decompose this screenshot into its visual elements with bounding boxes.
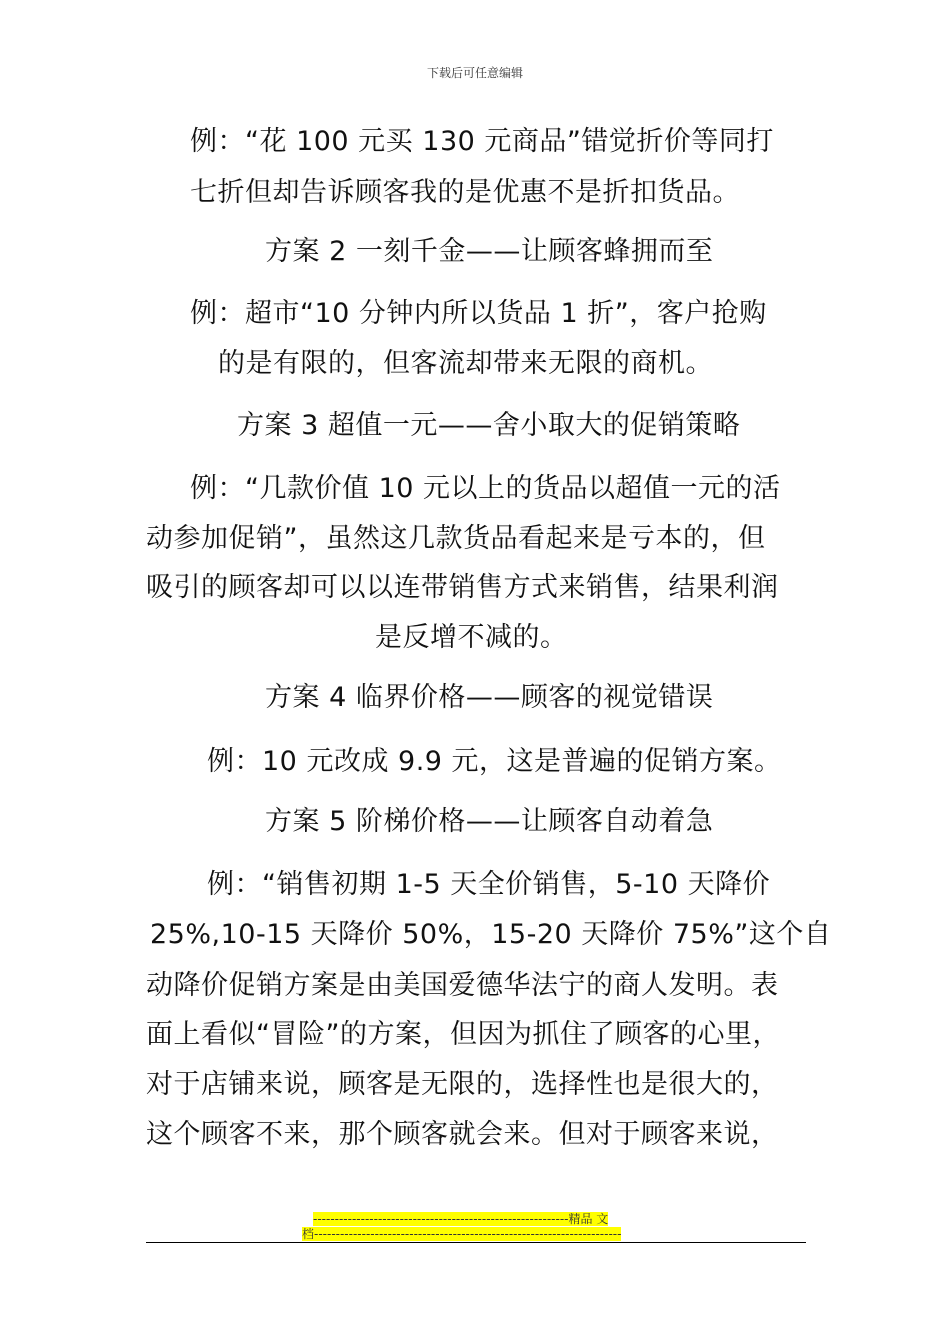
body-line-19: 这个顾客不来，那个顾客就会来。但对于顾客来说， [146, 1119, 779, 1150]
section-heading-5: 方案 5 阶梯价格——让顾客自动着急 [265, 806, 714, 837]
section-heading-3: 方案 3 超值一元——舍小取大的促销策略 [237, 410, 741, 441]
body-line-14: 例：“销售初期 1-5 天全价销售，5-10 天降价 [207, 869, 771, 900]
footer-watermark-text-2: 档----------------------------------------------------------------------- [302, 1227, 622, 1241]
section-heading-2: 方案 2 一刻千金——让顾客蜂拥而至 [265, 236, 714, 267]
body-line-1: 例：“花 100 元买 130 元商品”错觉折价等同打 [190, 126, 774, 157]
section-heading-4: 方案 4 临界价格——顾客的视觉错误 [265, 682, 714, 713]
body-line-8: 动参加促销”，虽然这几款货品看起来是亏本的，但 [146, 523, 766, 554]
body-line-16: 动降价促销方案是由美国爱德华法宁的商人发明。表 [146, 970, 779, 1001]
body-line-2: 七折但却告诉顾客我的是优惠不是折扣货品。 [190, 177, 740, 208]
body-line-10: 是反增不减的。 [375, 622, 568, 653]
page-header: 下载后可任意编辑 [426, 66, 523, 80]
body-line-4: 例：超市“10 分钟内所以货品 1 折”，客户抢购 [190, 298, 767, 329]
footer-divider [146, 1242, 806, 1243]
body-line-7: 例：“几款价值 10 元以上的货品以超值一元的活 [190, 473, 781, 504]
footer-watermark-line-1 [313, 1212, 608, 1227]
footer-watermark-text-1: -----------------------------------------------------------精品 文 [313, 1212, 609, 1226]
body-line-17: 面上看似“冒险”的方案，但因为抓住了顾客的心里， [146, 1019, 780, 1050]
body-line-18: 对于店铺来说，顾客是无限的，选择性也是很大的， [146, 1069, 779, 1100]
body-line-9: 吸引的顾客却可以以连带销售方式来销售，结果利润 [146, 572, 779, 603]
footer-watermark-line-2 [302, 1227, 621, 1242]
body-line-15: 25%,10-15 天降价 50%，15-20 天降价 75%”这个自 [150, 919, 832, 950]
body-line-12: 例：10 元改成 9.9 元，这是普遍的促销方案。 [207, 746, 782, 777]
body-line-5: 的是有限的，但客流却带来无限的商机。 [218, 348, 713, 379]
